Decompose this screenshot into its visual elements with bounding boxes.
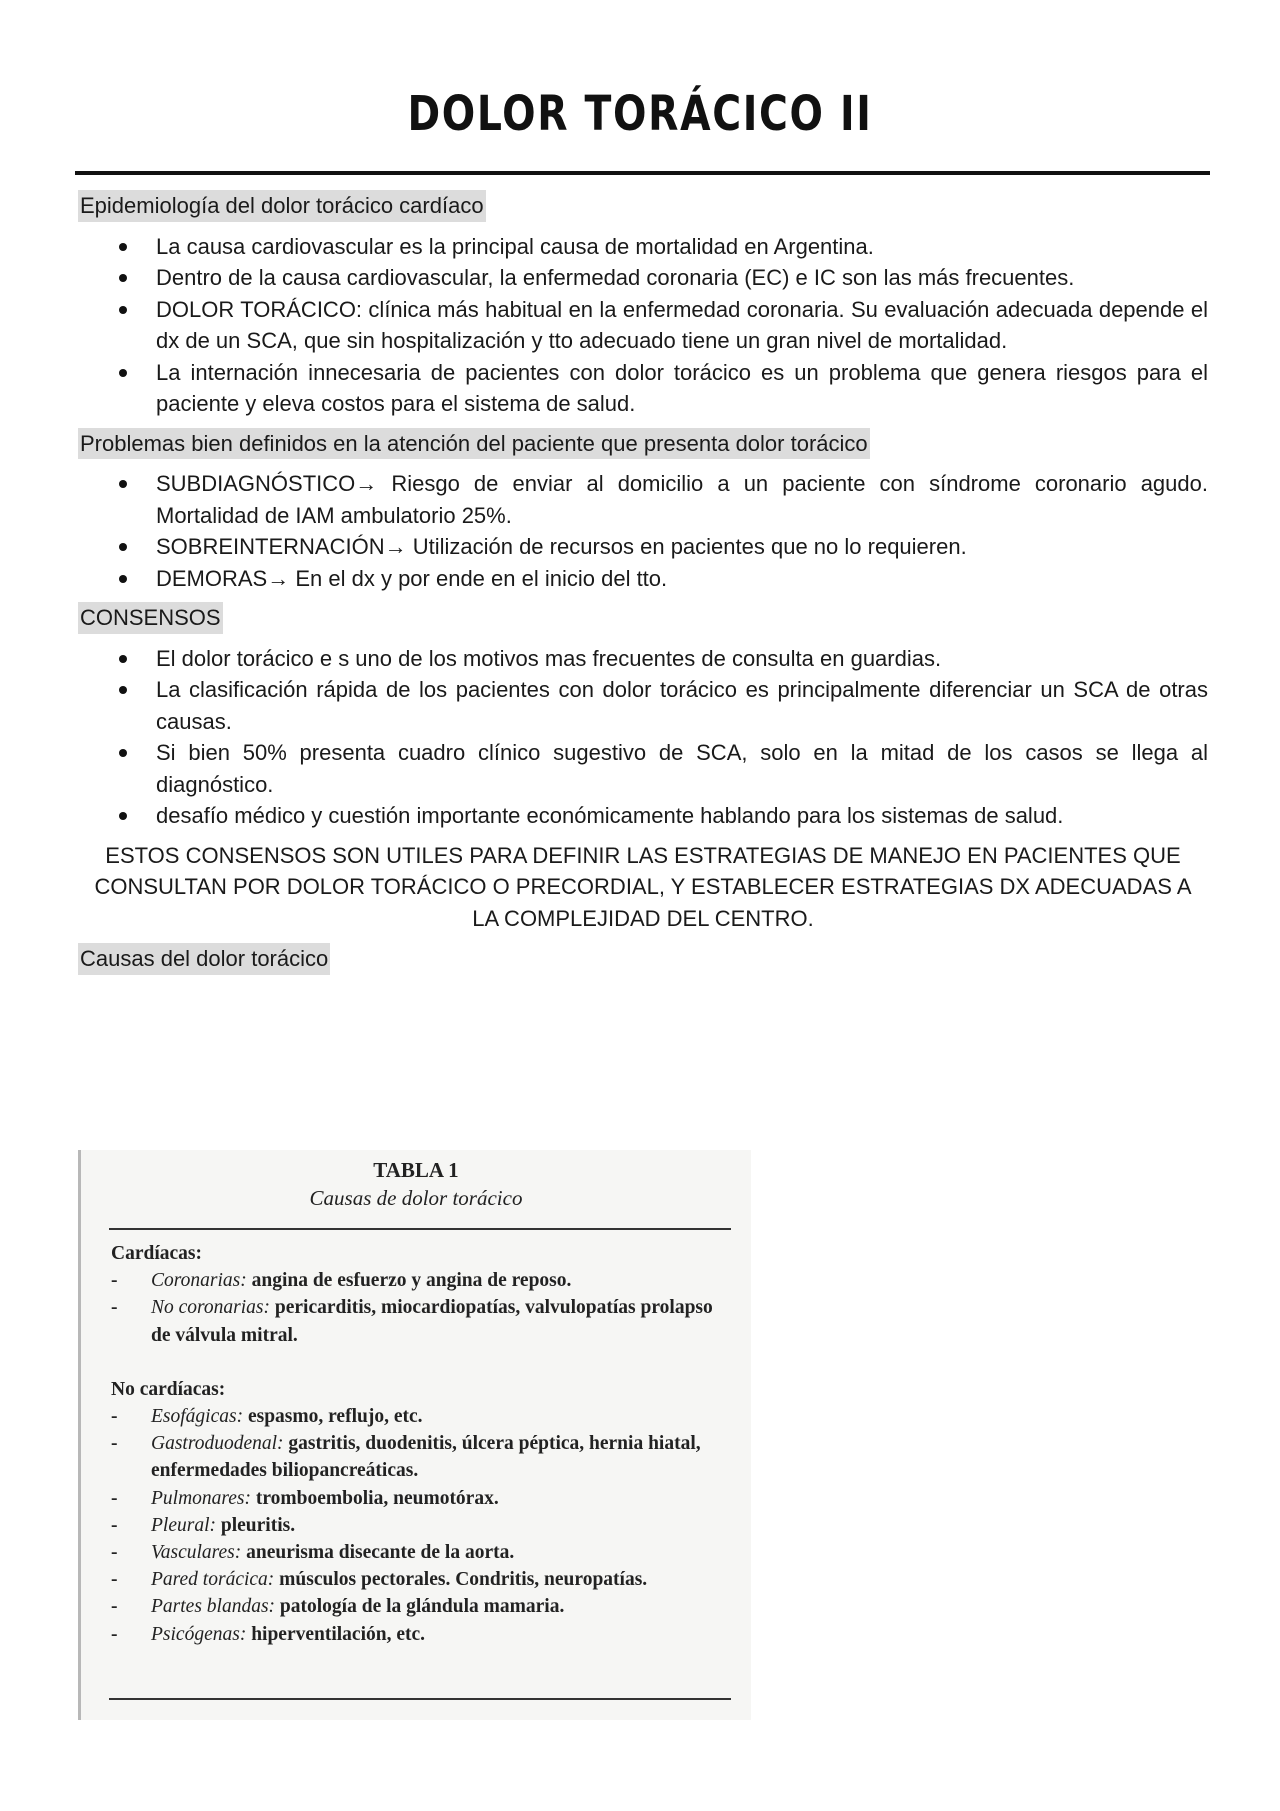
consensus-note: ESTOS CONSENSOS SON UTILES PARA DEFINIR LAS ESTRATEGIAS DE MANEJO EN PACIENTES QUE CONSULTAN POR DOLOR TORÁCICO O PRECORDIAL, Y ESTABLECER ESTRATEGIAS DX ADECUADAS A LA COMPLEJIDAD DEL CENTRO. — [94, 842, 1192, 931]
table-item: - Coronarias: angina de esfuerzo y angina de reposo. — [111, 1270, 572, 1292]
document-body — [78, 190, 1208, 984]
table-item-text: aneurisma disecante de la aorta. — [246, 1542, 515, 1564]
table-item-key: Pleural: — [151, 1514, 216, 1536]
table-caption: Causas de dolor torácico — [309, 1186, 523, 1210]
bullet-list-consensos — [78, 643, 1208, 832]
table-item-text: tromboembolia, neumotórax. — [255, 1487, 499, 1509]
bullet-item: El dolor torácico e s uno de los motivos mas frecuentes de consulta en guardias. — [78, 643, 1208, 675]
title-divider — [75, 171, 1210, 175]
table-item: - Pulmonares: tromboembolia, neumotórax. — [111, 1487, 499, 1509]
table-item-text: gastritis, duodenitis, úlcera péptica, hernia hiatal, enfermedades biliopancreáticas. — [151, 1433, 701, 1482]
bullet-list-epidemiologia — [78, 231, 1208, 420]
bullet-item: La internación innecesaria de pacientes con dolor torácico es un problema que genera riesgos para el paciente y eleva costos para el sistema de salud. — [78, 357, 1208, 420]
table-bottom-rule — [109, 1698, 731, 1700]
table-item-text: patología de la glándula mamaria. — [279, 1596, 565, 1618]
section-heading-consensos: CONSENSOS — [78, 602, 223, 634]
table-item-key: Pared torácica: — [151, 1569, 275, 1591]
table-item-text: músculos pectorales. Condritis, neuropatías. — [279, 1569, 648, 1591]
bullet-item: SOBREINTERNACIÓN→ Utilización de recursos en pacientes que no lo requieren. — [78, 531, 1208, 563]
table-item-text: pericarditis, miocardiopatías, valvulopatías prolapso de válvula mitral. — [151, 1297, 713, 1346]
table-item: - No coronarias: pericarditis, miocardiopatías, valvulopatías prolapso de válvula mitral. — [111, 1297, 713, 1346]
section-heading-problemas: Problemas bien definidos en la atención del paciente que presenta dolor torácico — [78, 428, 870, 460]
bullet-list-problemas — [78, 468, 1208, 594]
table-item: - Gastroduodenal: gastritis, duodenitis, úlcera péptica, hernia hiatal, enfermedades biliopancreáticas. — [111, 1433, 701, 1482]
page-title: DOLOR TORÁCICO II — [407, 86, 873, 142]
table-item-key: Pulmonares: — [151, 1487, 252, 1509]
bullet-item: desafío médico y cuestión importante económicamente hablando para los sistemas de salud. — [78, 800, 1208, 832]
bullet-item: SUBDIAGNÓSTICO→ Riesgo de enviar al domicilio a un paciente con síndrome coronario agudo. Mortalidad de IAM ambulatorio 25%. — [78, 468, 1208, 531]
table-label: TABLA 1 — [373, 1158, 459, 1182]
table-body — [111, 1240, 726, 1648]
table-top-rule — [109, 1228, 731, 1230]
table-item: - Partes blandas: patología de la glándula mamaria. — [111, 1596, 565, 1618]
table-item: - Esofágicas: espasmo, reflujo, etc. — [111, 1406, 423, 1428]
section-heading-epidemiologia: Epidemiología del dolor torácico cardíaco — [78, 190, 486, 222]
table-group-title: No cardíacas: — [111, 1378, 226, 1400]
table-item-key: Vasculares: — [151, 1542, 242, 1564]
table-item-key: Gastroduodenal: — [151, 1433, 284, 1455]
bullet-item: Dentro de la causa cardiovascular, la enfermedad coronaria (EC) e IC son las más frecuentes. — [78, 262, 1208, 294]
table-group-title: Cardíacas: — [111, 1243, 202, 1264]
table-item: - Vasculares: aneurisma disecante de la aorta. — [111, 1542, 515, 1564]
table-item: - Pleural: pleuritis. — [111, 1514, 296, 1536]
table-image-causas — [78, 1150, 751, 1720]
table-item-key: Esofágicas: — [151, 1406, 244, 1428]
bullet-item: DEMORAS→ En el dx y por ende en el inicio del tto. — [78, 563, 1208, 595]
table-item-text: pleuritis. — [220, 1514, 296, 1536]
section-heading-causas: Causas del dolor torácico — [78, 943, 330, 975]
bullet-item: La clasificación rápida de los pacientes con dolor torácico es principalmente diferenciar un SCA de otras causas. — [78, 674, 1208, 737]
table-item-key: Psicógenas: — [151, 1623, 247, 1645]
table-item-key: Partes blandas: — [151, 1596, 276, 1618]
bullet-item: Si bien 50% presenta cuadro clínico sugestivo de SCA, solo en la mitad de los casos se llega al diagnóstico. — [78, 737, 1208, 800]
table-item-key: Coronarias: — [151, 1270, 247, 1292]
table-item: - Pared torácica: músculos pectorales. Condritis, neuropatías. — [111, 1569, 648, 1591]
table-item-text: hiperventilación, etc. — [251, 1623, 426, 1645]
table-item: - Psicógenas: hiperventilación, etc. — [111, 1623, 426, 1645]
table-item-text: angina de esfuerzo y angina de reposo. — [251, 1270, 572, 1292]
bullet-item: La causa cardiovascular es la principal causa de mortalidad en Argentina. — [78, 231, 1208, 263]
bullet-item: DOLOR TORÁCICO: clínica más habitual en la enfermedad coronaria. Su evaluación adecuada depende el dx de un SCA, que sin hospitalización y tto adecuado tiene un gran nivel de mortalidad. — [78, 294, 1208, 357]
table-item-text: espasmo, reflujo, etc. — [247, 1406, 423, 1428]
table-item-key: No coronarias: — [151, 1297, 270, 1319]
